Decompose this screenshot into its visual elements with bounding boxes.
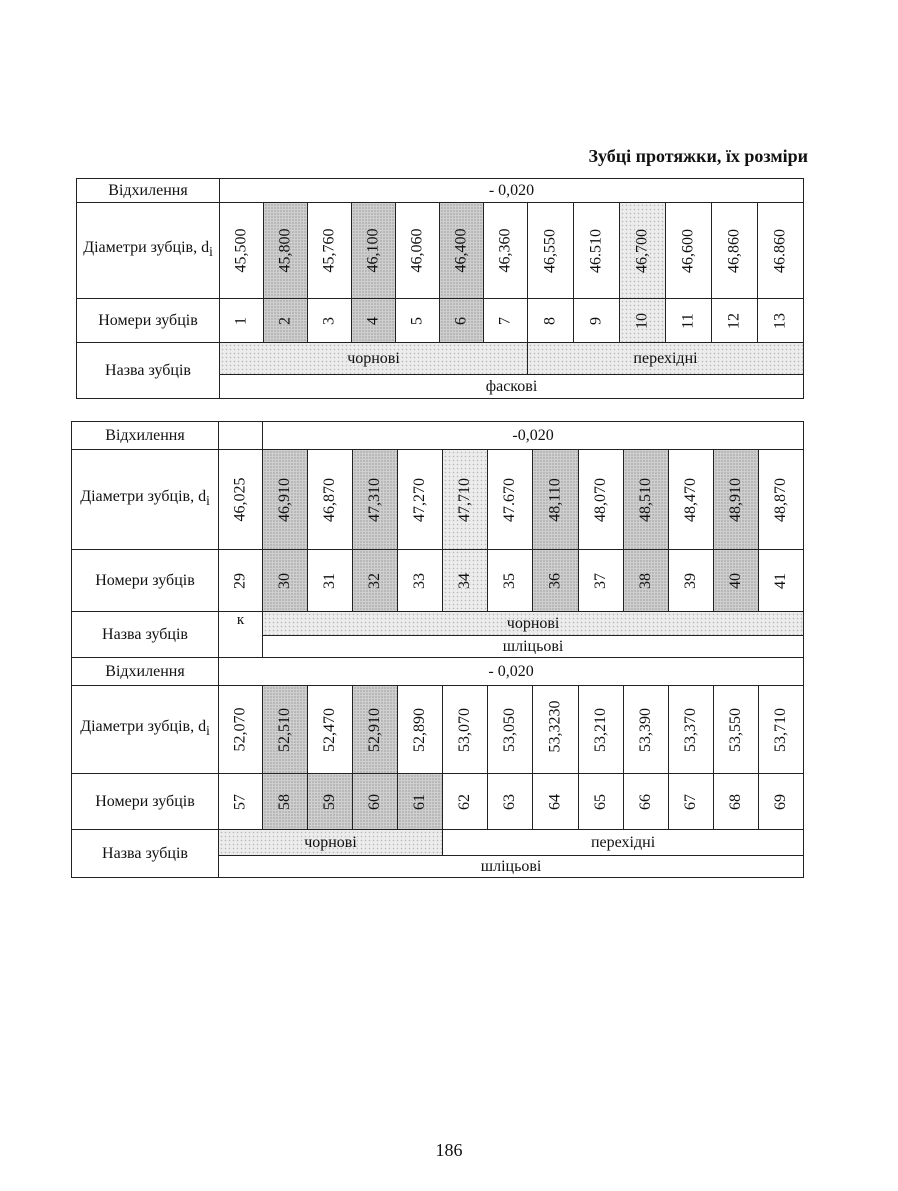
tooth-number: 34 xyxy=(456,572,473,589)
diameter-value: 46,700 xyxy=(633,228,651,273)
tooth-number: 4 xyxy=(364,316,382,325)
deviation-value: - 0,020 xyxy=(219,658,804,686)
diameter-value: 52,510 xyxy=(276,707,293,752)
tooth-type-roughing: чорнові xyxy=(220,343,528,375)
tooth-number: 12 xyxy=(725,312,743,329)
teeth-table-2 xyxy=(71,421,804,878)
tooth-number: 61 xyxy=(411,793,428,810)
numbers-label: Номери зубців xyxy=(72,550,219,612)
diameter-value: 47,310 xyxy=(366,477,383,522)
tooth-number: 38 xyxy=(637,572,654,589)
deviation-label: Відхилення xyxy=(72,658,219,686)
deviation-label: Відхилення xyxy=(77,179,220,203)
tooth-number: 29 xyxy=(231,572,249,589)
tooth-number: 10 xyxy=(633,312,651,329)
tooth-number: 57 xyxy=(231,793,249,810)
tooth-number: 62 xyxy=(456,793,473,810)
tooth-number: 2 xyxy=(276,316,294,325)
tooth-number: 60 xyxy=(366,793,383,810)
diameter-value: 46,910 xyxy=(276,477,293,522)
tooth-number: 63 xyxy=(501,793,518,810)
tooth-number: 39 xyxy=(682,572,699,589)
diameter-value: 48,070 xyxy=(592,477,609,522)
diameter-value: 46,550 xyxy=(541,228,559,273)
tooth-number: 33 xyxy=(411,572,428,589)
tooth-number: 69 xyxy=(772,793,790,810)
diameter-value: 53,710 xyxy=(772,707,790,752)
tooth-type-roughing: чорнові xyxy=(263,612,804,636)
tooth-number: 41 xyxy=(772,572,790,589)
diameter-value: 46,100 xyxy=(364,228,382,272)
diameter-value: 53,210 xyxy=(592,707,609,752)
diameter-value: 52,070 xyxy=(231,707,249,751)
diameter-value: 46.860 xyxy=(771,228,789,273)
tooth-number: 1 xyxy=(232,316,250,325)
numbers-label: Номери зубців xyxy=(72,774,219,830)
diameter-value: 52,470 xyxy=(321,707,338,752)
numbers-label: Номери зубців xyxy=(77,299,220,343)
diameters-label: Діаметри зубців, $d_i$ xyxy=(72,686,219,774)
tooth-number: 32 xyxy=(366,572,383,589)
diameter-value: 47.670 xyxy=(501,477,518,522)
diameter-value: 52,890 xyxy=(411,707,428,752)
diameter-value: 53,3230 xyxy=(546,700,564,752)
tooth-number: 40 xyxy=(727,572,744,589)
tooth-number: 58 xyxy=(276,793,293,810)
tooth-number: 7 xyxy=(496,316,514,325)
diameter-value: 48,470 xyxy=(682,477,699,522)
diameters-label: Діаметри зубців, $d_i$ xyxy=(72,450,219,550)
names-label: Назва зубців xyxy=(77,343,220,399)
diameter-value: 46,060 xyxy=(408,228,426,272)
tooth-number: 9 xyxy=(587,316,605,325)
diameter-value: 46,860 xyxy=(725,228,743,273)
diameter-value: 53,070 xyxy=(456,707,473,752)
diameter-value: 46,400 xyxy=(452,228,470,272)
tooth-number: 67 xyxy=(682,793,699,810)
tooth-number: 30 xyxy=(276,572,293,589)
tooth-number: 5 xyxy=(408,316,426,325)
deviation-value: -0,020 xyxy=(263,422,804,450)
diameter-value: 52,910 xyxy=(366,707,383,752)
tooth-type-spline: шліцьові xyxy=(263,636,804,658)
diameter-value: 53,550 xyxy=(727,707,744,752)
tooth-number: 37 xyxy=(592,572,609,589)
diameter-value: 46,025 xyxy=(231,477,249,521)
tooth-number: 3 xyxy=(320,316,338,325)
page-number: 186 xyxy=(435,1140,463,1160)
tooth-number: 59 xyxy=(321,793,338,810)
page-title: Зубці протяжки, їх розміри xyxy=(588,146,808,166)
diameter-value: 47,710 xyxy=(456,477,473,522)
diameter-value: 46,600 xyxy=(679,228,697,273)
names-label: Назва зубців xyxy=(72,830,219,878)
deviation-value: - 0,020 xyxy=(220,179,804,203)
diameter-value: 45,500 xyxy=(232,228,250,272)
diameter-value: 48,510 xyxy=(637,477,654,522)
diameter-value: 45,800 xyxy=(276,228,294,272)
tooth-number: 8 xyxy=(541,316,559,325)
tooth-number: 36 xyxy=(546,572,564,589)
tooth-number: 64 xyxy=(546,793,564,810)
diameter-value: 48,910 xyxy=(727,477,744,522)
names-label: Назва зубців xyxy=(72,612,219,658)
diameters-row xyxy=(77,203,804,299)
diameter-value: 53,390 xyxy=(637,707,654,752)
deviation-label: Відхилення xyxy=(72,422,219,450)
tooth-number: 66 xyxy=(637,793,654,810)
tooth-number: 68 xyxy=(727,793,744,810)
diameter-value: 47,270 xyxy=(411,477,428,522)
tooth-number: 11 xyxy=(679,312,697,329)
diameter-value: 53,370 xyxy=(682,707,699,752)
diameter-value: 45,760 xyxy=(320,228,338,272)
tooth-number: 65 xyxy=(592,793,609,810)
teeth-table-1 xyxy=(76,178,804,399)
diameter-value: 46.510 xyxy=(587,228,605,273)
diameter-value: 48,110 xyxy=(546,477,564,522)
diameter-value: 53,050 xyxy=(501,707,518,752)
diameter-value: 46,360 xyxy=(496,228,514,272)
tooth-type-roughing: чорнові xyxy=(219,830,443,856)
tooth-type-k: к xyxy=(219,612,263,658)
tooth-type-spline: шліцьові xyxy=(219,856,804,878)
diameter-value: 48,870 xyxy=(772,477,790,522)
tooth-number: 13 xyxy=(771,312,789,329)
numbers-row xyxy=(77,299,804,343)
diameter-value: 46,870 xyxy=(321,477,338,522)
tooth-number: 35 xyxy=(501,572,518,589)
tooth-type-transitional: перехідні xyxy=(528,343,804,375)
tooth-number: 6 xyxy=(452,316,470,325)
tooth-number: 31 xyxy=(321,572,338,589)
tooth-type-transitional: перехідні xyxy=(443,830,804,856)
tooth-type-chamfer: фаскові xyxy=(220,375,804,399)
diameters-label: Діаметри зубців, $d_i$ xyxy=(77,203,220,299)
